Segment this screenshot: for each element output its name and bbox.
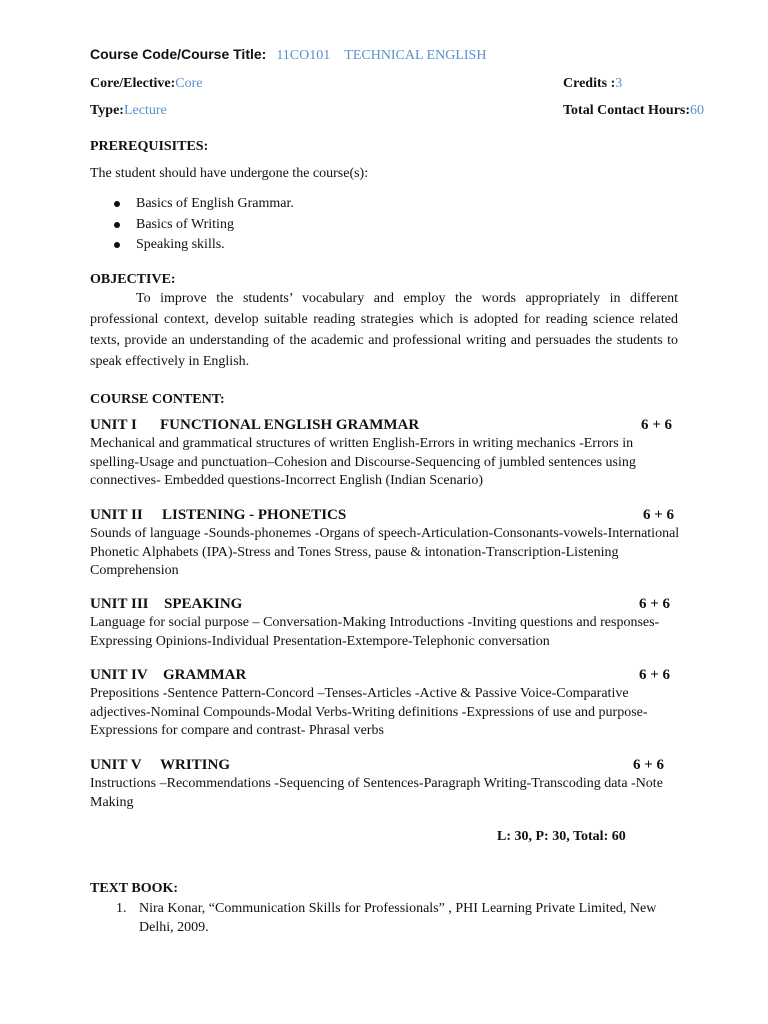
list-item-text: Speaking skills. [136, 237, 225, 252]
text-book-list [90, 900, 680, 937]
unit-content: Mechanical and grammatical structures of written English-Errors in writing mechanics -Errors in spelling-Usage and punctuation–Cohesion and Discourse-Sequencing of jumbled sentences using connectives- Embedded questions-Incorrect English (Indian Scenario) [90, 436, 636, 488]
list-item [90, 235, 294, 256]
contact-hours-label: Total Contact Hours: [563, 103, 691, 118]
bullet-icon [114, 222, 120, 228]
unit-title: LISTENING - PHONETICS [162, 507, 347, 523]
list-item [90, 215, 294, 236]
type-label: Type: [90, 103, 124, 118]
credits-value: 3 [615, 76, 623, 91]
text-book-heading: TEXT BOOK: [90, 881, 179, 896]
course-code-line [90, 46, 486, 64]
unit-hours: 6 + 6 [640, 417, 672, 433]
prerequisites-intro: The student should have undergone the course(s): [90, 166, 369, 181]
unit-content: Sounds of language -Sounds-phonemes -Organs of speech-Articulation-Consonants-vowels-International Phonetic Alphabets (IPA)-Stress and Tones Stress, pause & intonation-Transcription-Listening Comprehension [90, 526, 680, 578]
unit-number: UNIT III [90, 596, 149, 612]
contact-hours-line [563, 103, 704, 119]
credits-line [563, 76, 622, 92]
bullet-icon [114, 242, 120, 248]
unit-hours: 6 + 6 [632, 757, 664, 773]
unit-heading [90, 667, 672, 685]
credits-label: Credits : [563, 76, 616, 91]
course-code: 11CO101 [276, 48, 331, 63]
unit-content: Instructions –Recommendations -Sequencing of Sentences-Paragraph Writing-Transcoding data -Note Making [90, 776, 663, 810]
unit-title: SPEAKING [164, 596, 243, 612]
list-item-text: Nira Konar, “Communication Skills for Professionals” , PHI Learning Private Limited, New Delhi, 2009. [139, 901, 657, 935]
objective-text: To improve the students’ vocabulary and employ the words appropriately in different professional context, develop suitable reading strategies which is adopted for reading science related texts, provide an understanding of the academic and professional writing and persuades the students to speak effectively in English. [90, 291, 678, 369]
core-elective-label: Core/Elective: [90, 76, 176, 91]
course-title: TECHNICAL ENGLISH [344, 48, 487, 63]
unit-heading [90, 417, 672, 435]
prerequisites-list [90, 194, 294, 256]
unit-content: Prepositions -Sentence Pattern-Concord –Tenses-Articles -Active & Passive Voice-Comparative adjectives-Nominal Compounds-Modal Verbs-Writing definitions -Expressions of use and purpose-Expressions for compare and contrast- Phrasal verbs [90, 686, 648, 738]
core-elective-line [90, 76, 202, 92]
core-elective-value: Core [175, 76, 203, 91]
list-item-text: Basics of Writing [136, 216, 234, 232]
unit-title: WRITING [160, 757, 231, 773]
list-item-text: Basics of English Grammar. [136, 196, 294, 211]
unit-title: FUNCTIONAL ENGLISH GRAMMAR [160, 417, 420, 433]
list-item [90, 900, 680, 937]
unit-hours: 6 + 6 [638, 596, 670, 612]
unit-number: UNIT I [90, 417, 137, 433]
list-item [90, 194, 294, 215]
list-item-number: 1. [116, 901, 127, 916]
unit-title: GRAMMAR [163, 667, 247, 683]
prerequisites-heading: PREREQUISITES: [90, 139, 209, 154]
type-line [90, 103, 167, 119]
unit-heading [90, 507, 672, 525]
unit-number: UNIT II [90, 507, 143, 523]
objective-heading: OBJECTIVE: [90, 272, 176, 287]
unit-number: UNIT IV [90, 667, 148, 683]
total-hours: L: 30, P: 30, Total: 60 [497, 829, 626, 844]
unit-number: UNIT V [90, 757, 142, 773]
contact-hours-value: 60 [690, 103, 705, 118]
unit-heading [90, 596, 672, 614]
bullet-icon [114, 201, 120, 207]
unit-hours: 6 + 6 [642, 507, 674, 523]
course-content-heading: COURSE CONTENT: [90, 392, 225, 407]
unit-heading [90, 757, 672, 775]
course-code-label: Course Code/Course Title: [90, 46, 267, 62]
type-value: Lecture [123, 103, 167, 118]
unit-content: Language for social purpose – Conversation-Making Introductions -Inviting questions and responses-Expressing Opinions-Individual Presentation-Extempore-Telephonic conversation [90, 615, 660, 649]
unit-hours: 6 + 6 [638, 667, 670, 683]
